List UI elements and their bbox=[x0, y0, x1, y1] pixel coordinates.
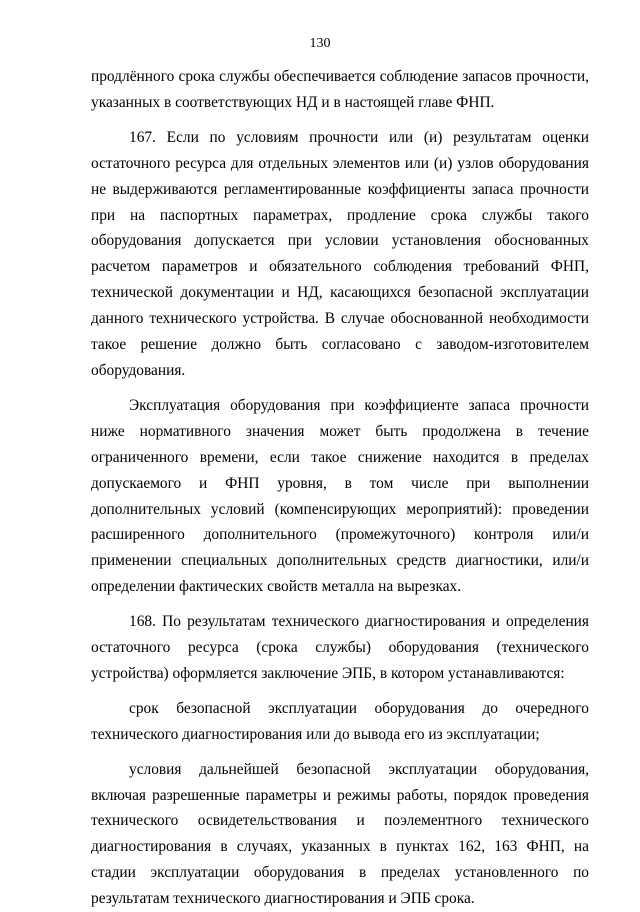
document-body bbox=[91, 64, 589, 912]
paragraph-continuation: продлённого срока службы обеспечивается соблюдение запасов прочности, указанных в соответствующих НД и в настоящей главе ФНП. bbox=[91, 68, 589, 111]
paragraph-168: 168. По результатам технического диагностирования и определения остаточного ресурса (срока службы) оборудования (технического устройства) оформляется заключение ЭПБ, в котором устанавливаются: bbox=[91, 613, 589, 682]
paragraph-167: 167. Если по условиям прочности или (и) результатам оценки остаточного ресурса для отдельных элементов или (и) узлов оборудования не выдерживаются регламентированные коэффициенты запаса прочности при на паспортных параметрах, продление срока службы такого оборудования допускается при условии установления обоснованных расчетом параметров и обязательного соблюдения требований ФНП, технической документации и НД, касающихся безопасной эксплуатации данного технического устройства. В случае обоснованной необходимости такое решение должно быть согласовано с заводом-изготовителем оборудования. bbox=[91, 128, 589, 379]
page-number: 130 bbox=[309, 36, 331, 51]
list-item-operation-conditions: условия дальнейшей безопасной эксплуатации оборудования, включая разрешенные параметры и режимы работы, порядок проведения технического освидетельствования и поэлементного технического диагностирования в случаях, указанных в пунктах 162, 163 ФНП, на стадии эксплуатации оборудования в пределах установленного по результатам технического диагностирования и ЭПБ срока. bbox=[91, 760, 589, 908]
list-item-service-term: срок безопасной эксплуатации оборудования до очередного технического диагностирования или до вывода его из эксплуатации; bbox=[91, 699, 589, 743]
paragraph-operation-below-norm: Эксплуатация оборудования при коэффициенте запаса прочности ниже нормативного значения может быть продолжена в течение ограниченного времени, если такое снижение находится в пределах допускаемого и ФНП уровня, в том числе при выполнении дополнительных условий (компенсирующих мероприятий): проведении расширенного дополнительного (промежуточного) контроля или/и применении специальных дополнительных средств диагностики, или/и определении фактических свойств металла на вырезках. bbox=[91, 396, 589, 596]
